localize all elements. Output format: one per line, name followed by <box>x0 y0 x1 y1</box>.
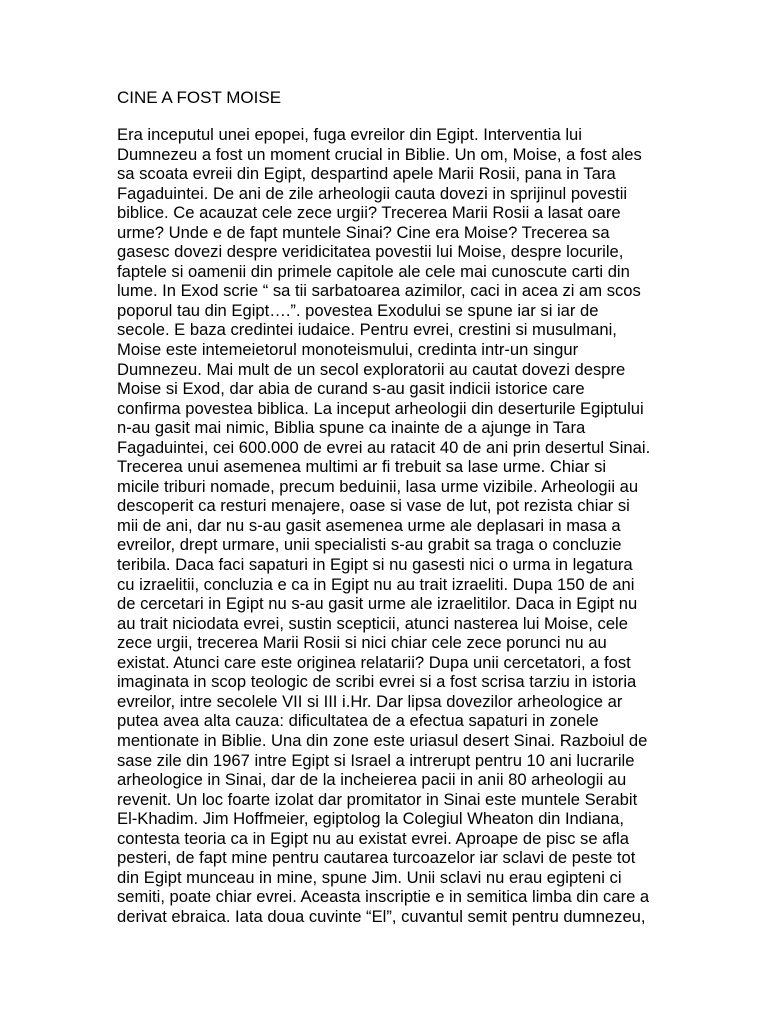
body-line: arheologice in Sinai, dar de la incheierea pacii in anii 80 arheologii au <box>117 770 627 790</box>
body-line: biblice. Ce acauzat cele zece urgii? Trecerea Marii Rosii a lasat oare <box>117 203 621 223</box>
body-line: derivat ebraica. Iata doua cuvinte “El”, cuvantul semit pentru dumnezeu, <box>117 906 646 926</box>
body-line: Moise si Exod, dar abia de curand s-au gasit indicii istorice care <box>117 379 585 399</box>
body-line: de cercetari in Egipt nu s-au gasit urme ale izraelitilor. Daca in Egipt nu <box>117 594 638 614</box>
document-title: CINE A FOST MOISE <box>117 88 282 107</box>
body-line: El-Khadim. Jim Hoffmeier, egiptolog la Colegiul Wheaton din Indiana, <box>117 809 625 829</box>
body-line: secole. E baza credintei iudaice. Pentru evrei, crestini si musulmani, <box>117 320 617 340</box>
body-line: gasesc dovezi despre veridicitatea povestii lui Moise, despre locurile, <box>117 242 624 262</box>
body-line: semiti, poate chiar evrei. Aceasta inscriptie e in semitica limba din care a <box>117 887 650 907</box>
body-line: din Egipt munceau in mine, spune Jim. Unii sclavi nu erau egipteni ci <box>117 867 622 887</box>
body-line: evreilor, drept urmare, unii specialisti s-au grabit sa traga o concluzie <box>117 535 622 555</box>
body-line: lume. In Exod scrie “ sa tii sarbatoarea azimilor, caci in acea zi am scos <box>117 281 641 301</box>
body-line: Trecerea unui asemenea multimi ar fi trebuit sa lase urme. Chiar si <box>117 457 607 477</box>
body-line: confirma povestea biblica. La inceput arheologii din deserturile Egiptului <box>117 398 644 418</box>
body-line: pesteri, de fapt mine pentru cautarea turcoazelor iar sclavi de peste tot <box>117 848 636 868</box>
body-line: descoperit ca resturi menajere, oase si vase de lut, pot rezista chiar si <box>117 496 630 516</box>
body-line: faptele si oamenii din primele capitole ale cele mai cunoscute carti din <box>117 261 630 281</box>
body-line: Dumnezeu. Mai mult de un secol exploratorii au cautat dovezi despre <box>117 359 626 379</box>
body-line: contesta teoria ca in Egipt nu au existat evrei. Aproape de pisc se afla <box>117 828 629 848</box>
body-line: micile triburi nomade, precum beduinii, lasa urme vizibile. Arheologii au <box>117 476 639 496</box>
body-line: existat. Atunci care este originea relatarii? Dupa unii cercetatori, a fost <box>117 652 631 672</box>
body-line: evreilor, intre secolele VII si III i.Hr. Dar lipsa dovezilor arheologice ar <box>117 691 623 711</box>
body-line: sa scoata evreii din Egipt, despartind apele Marii Rosii, pana in Tara <box>117 164 616 184</box>
body-line: putea avea alta cauza: dificultatea de a efectua sapaturi in zonele <box>117 711 599 731</box>
body-line: mentionate in Biblie. Una din zone este uriasul desert Sinai. Razboiul de <box>117 730 648 750</box>
body-line: poporul tau din Egipt….”. povestea Exodului se spune iar si iar de <box>117 300 599 320</box>
body-line: Fagaduintei, cei 600.000 de evrei au ratacit 40 de ani prin desertul Sinai. <box>117 437 651 457</box>
body-line: Moise este intemeietorul monoteismului, credinta intr-un singur <box>117 340 579 360</box>
body-line: Dumnezeu a fost un moment crucial in Biblie. Un om, Moise, a fost ales <box>117 144 642 164</box>
document-body <box>117 125 717 926</box>
body-line: n-au gasit mai nimic, Biblia spune ca inainte de a ajunge in Tara <box>117 418 586 438</box>
body-line: sase zile din 1967 intre Egipt si Israel a intrerupt pentru 10 ani lucrarile <box>117 750 635 770</box>
body-line: Era inceputul unei epopei, fuga evreilor din Egipt. Interventia lui <box>117 125 582 144</box>
body-line: zece urgii, trecerea Marii Rosii si nici chiar cele zece porunci nu au <box>117 633 607 653</box>
body-line: mii de ani, dar nu s-au gasit asemenea urme ale deplasari in masa a <box>117 515 621 535</box>
body-line: urme? Unde e de fapt muntele Sinai? Cine era Moise? Trecerea sa <box>117 222 610 242</box>
body-line: cu izraelitii, concluzia e ca in Egipt nu au trait izraeliti. Dupa 150 de ani <box>117 574 635 594</box>
body-line: teribila. Daca faci sapaturi in Egipt si nu gasesti nici o urma in legatura <box>117 555 633 575</box>
body-line: au trait niciodata evrei, sustin scepticii, atunci nasterea lui Moise, cele <box>117 613 628 633</box>
body-line: Fagaduintei. De ani de zile arheologii cauta dovezi in sprijinul povestii <box>117 183 628 203</box>
body-line: imaginata in scop teologic de scribi evrei si a fost scrisa tarziu in istoria <box>117 672 637 692</box>
body-line: revenit. Un loc foarte izolat dar promitator in Sinai este muntele Serabit <box>117 789 638 809</box>
